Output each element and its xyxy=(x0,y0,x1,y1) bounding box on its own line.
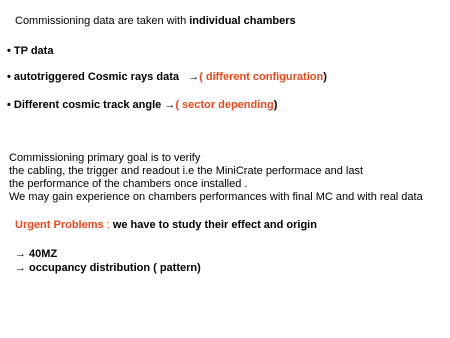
bullet-track-angle xyxy=(7,99,277,112)
urgent-text: we have to study their effect and origin xyxy=(112,219,317,231)
bullet-marker: • xyxy=(7,71,11,83)
problem-text: 40MZ xyxy=(26,248,58,260)
bullet-tp-data xyxy=(7,45,53,58)
intro-line xyxy=(15,15,296,28)
urgent-label: Urgent Problems xyxy=(15,219,104,231)
urgent-problems-line xyxy=(15,219,317,232)
bullet-text: TP data xyxy=(13,45,54,57)
bullet-text: Different cosmic track angle xyxy=(13,99,165,111)
goal-line-4: We may gain experience on chambers performances with final MC and with real data xyxy=(9,191,423,203)
arrow-right-icon: → xyxy=(188,71,200,83)
goal-line-3: the performance of the chambers once installed . xyxy=(9,178,248,190)
arrow-right-icon: → xyxy=(15,248,26,260)
bullet-note-close: ) xyxy=(273,99,278,111)
goal-line-1: Commissioning primary goal is to verify xyxy=(9,152,201,164)
problem-40mz xyxy=(15,248,57,261)
arrow-right-icon: → xyxy=(164,99,176,111)
intro-emphasis: individual chambers xyxy=(189,15,296,27)
urgent-separator: : xyxy=(103,219,113,231)
problem-occupancy xyxy=(15,262,201,275)
goal-line-2: the cabling, the trigger and readout i.e the MiniCrate performace and last xyxy=(9,165,364,177)
bullet-note: ( different configuration xyxy=(199,71,324,83)
bullet-cosmic-rays xyxy=(7,71,327,84)
intro-prefix: Commissioning data are taken with xyxy=(15,15,190,27)
bullet-marker: • xyxy=(7,45,11,57)
bullet-text: autotriggered Cosmic rays data xyxy=(13,71,189,83)
arrow-right-icon: → xyxy=(15,262,26,274)
bullet-note-close: ) xyxy=(323,71,327,83)
bullet-note: ( sector depending xyxy=(175,99,274,111)
bullet-marker: • xyxy=(7,99,11,111)
problem-text: occupancy distribution ( pattern) xyxy=(26,262,201,274)
